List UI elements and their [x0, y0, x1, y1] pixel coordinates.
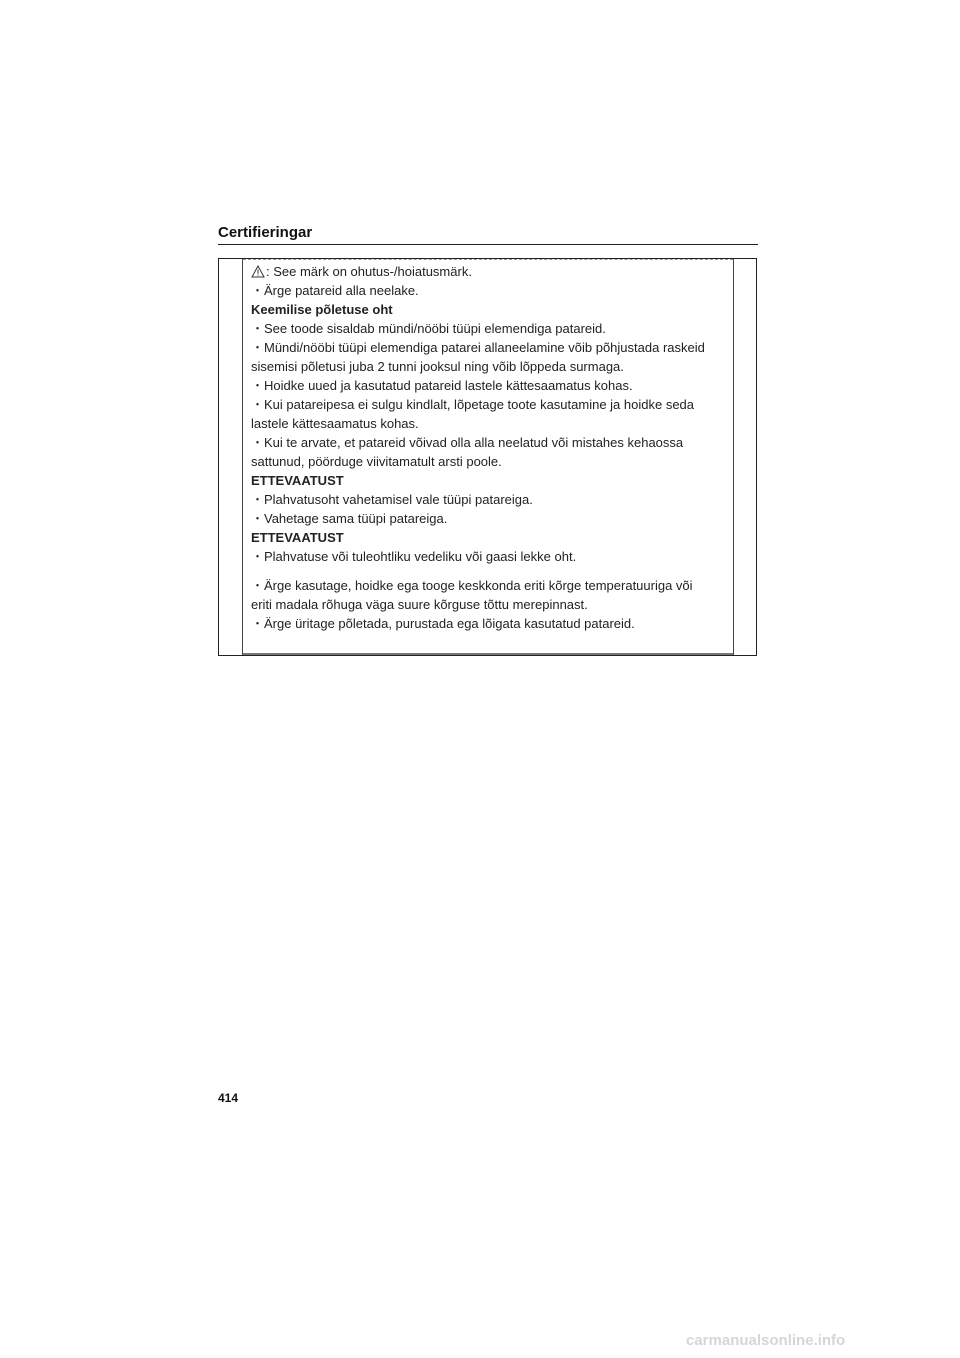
notice-heading: ETTEVAATUST	[251, 473, 344, 488]
notice-line: eriti madala rõhuga väga suure kõrguse tõttu merepinnast.	[251, 597, 588, 612]
notice-line: ・Kui te arvate, et patareid võivad olla alla neelatud või mistahes kehaossa	[251, 435, 684, 450]
notice-lines	[251, 281, 729, 633]
notice-line: ・Vahetage sama tüüpi patareiga.	[251, 511, 448, 526]
title-rule	[218, 244, 758, 245]
symbol-note-line	[251, 262, 729, 281]
notice-line: ・Ärge patareid alla neelake.	[251, 283, 419, 298]
notice-line: ・Ärge üritage põletada, purustada ega lõigata kasutatud patareid.	[251, 616, 635, 631]
notice-line: ・Kui patareipesa ei sulgu kindlalt, lõpetage toote kasutamine ja hoidke seda	[251, 397, 695, 412]
section-title: Certifieringar	[218, 224, 313, 241]
notice-spacer	[251, 566, 729, 576]
notice-line: lastele kättesaamatus kohas.	[251, 416, 419, 431]
warning-triangle-icon	[251, 264, 265, 277]
notice-top-dashed-rule	[243, 259, 733, 260]
symbol-note-text: : See märk on ohutus-/hoiatusmärk.	[266, 264, 472, 279]
notice-line: sisemisi põletusi juba 2 tunni jooksul ning võib lõppeda surmaga.	[251, 359, 624, 374]
battery-warning-notice	[251, 262, 729, 633]
notice-line: ・See toode sisaldab mündi/nööbi tüüpi elemendiga patareid.	[251, 321, 606, 336]
notice-line: ・Plahvatusoht vahetamisel vale tüüpi patareiga.	[251, 492, 533, 507]
page-number: 414	[218, 1091, 239, 1105]
watermark: carmanualsonline.info	[686, 1332, 846, 1349]
notice-line: sattunud, pöörduge viivitamatult arsti poole.	[251, 454, 502, 469]
notice-bottom-rule	[243, 653, 733, 655]
notice-line: ・Plahvatuse või tuleohtliku vedeliku või gaasi lekke oht.	[251, 549, 577, 564]
notice-line: ・Ärge kasutage, hoidke ega tooge keskkonda eriti kõrge temperatuuriga või	[251, 578, 693, 593]
notice-heading: ETTEVAATUST	[251, 530, 344, 545]
notice-line: ・Mündi/nööbi tüüpi elemendiga patarei allaneelamine võib põhjustada raskeid	[251, 340, 705, 355]
notice-heading: Keemilise põletuse oht	[251, 302, 393, 317]
notice-line: ・Hoidke uued ja kasutatud patareid lastele kättesaamatus kohas.	[251, 378, 633, 393]
